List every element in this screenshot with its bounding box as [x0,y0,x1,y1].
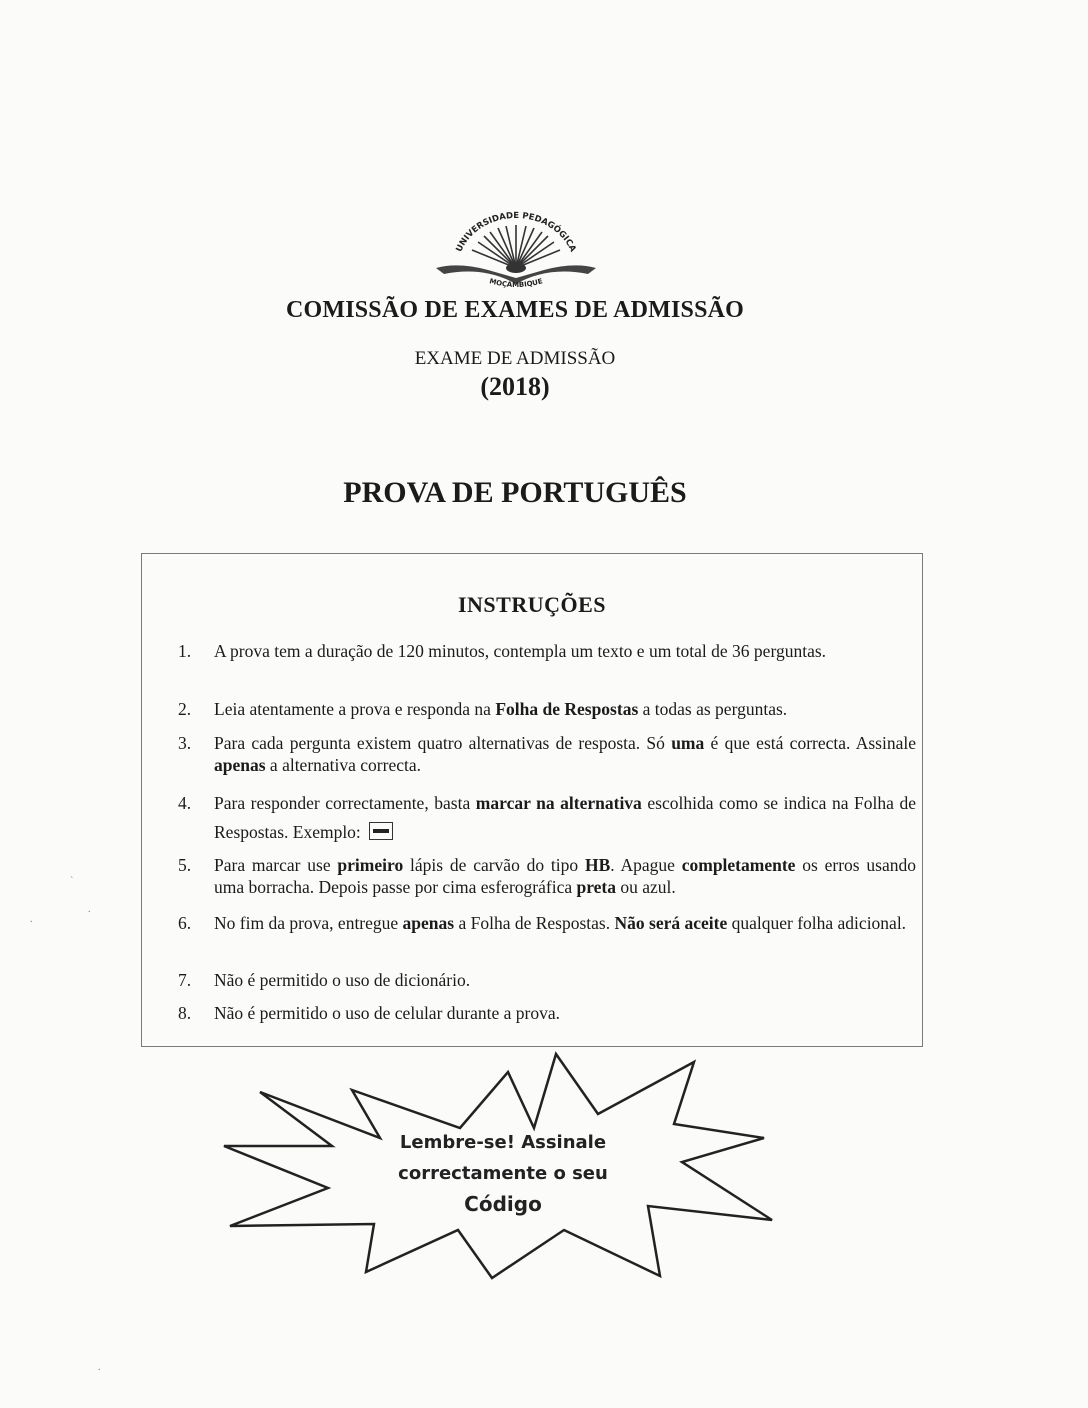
instruction-text: Para cada pergunta existem quatro alternativas de resposta. Só uma é que está correcta. Assinale apenas a alternativa correcta. [214,733,916,775]
reminder-line-1: Lembre-se! Assinale [399,1132,607,1153]
exam-title: EXAME DE ADMISSÃO [414,348,616,369]
scan-speck: . [98,1362,101,1373]
university-logo [428,206,604,296]
instruction-number: 8. [178,1003,192,1023]
instruction-number: 3. [178,733,192,753]
logo-top-text: UNIVERSIDADE PEDAGÓGICA [454,210,578,254]
instruction-number: 4. [178,793,192,813]
exam-year: (2018) [480,372,550,401]
subject-title: PROVA DE PORTUGUÊS [343,476,687,509]
instruction-text: Para marcar use primeiro lápis de carvão do tipo HB. Apague completamente os erros usando uma borracha. Depois passe por cima esferográfica preta ou azul. [214,855,916,897]
instruction-number: 5. [178,855,192,875]
instruction-text: Leia atentamente a prova e responda na Folha de Respostas a todas as perguntas. [214,699,788,719]
scan-speck: . [30,914,33,925]
instruction-text: No fim da prova, entregue apenas a Folha de Respostas. Não será aceite qualquer folha adicional. [214,913,907,933]
reminder-text [380,1127,626,1220]
scan-speck: . [88,904,91,915]
instruction-text: Não é permitido o uso de celular durante a prova. [214,1003,560,1023]
instruction-number: 2. [178,699,192,719]
instructions-box [141,553,923,1047]
instruction-number: 1. [178,641,192,661]
instruction-number: 7. [178,970,192,990]
scan-speck: ` [70,876,74,887]
commission-title: COMISSÃO DE EXAMES DE ADMISSÃO [285,297,745,323]
instructions-heading: INSTRUÇÕES [457,592,607,617]
reminder-line-2: correctamente o seu [398,1163,608,1184]
marked-answer-example-icon [369,822,393,840]
reminder-line-3: Código [464,1192,542,1216]
instruction-text: A prova tem a duração de 120 minutos, contempla um texto e um total de 36 perguntas. [214,641,827,661]
instruction-number: 6. [178,913,192,933]
instruction-text: Não é permitido o uso de dicionário. [214,970,471,990]
instruction-text: Para responder correctamente, basta marcar na alternativa escolhida como se indica na Folha de Respostas. Exemplo: [214,793,916,842]
logo-bottom-text: MOÇAMBIQUE [488,277,544,290]
